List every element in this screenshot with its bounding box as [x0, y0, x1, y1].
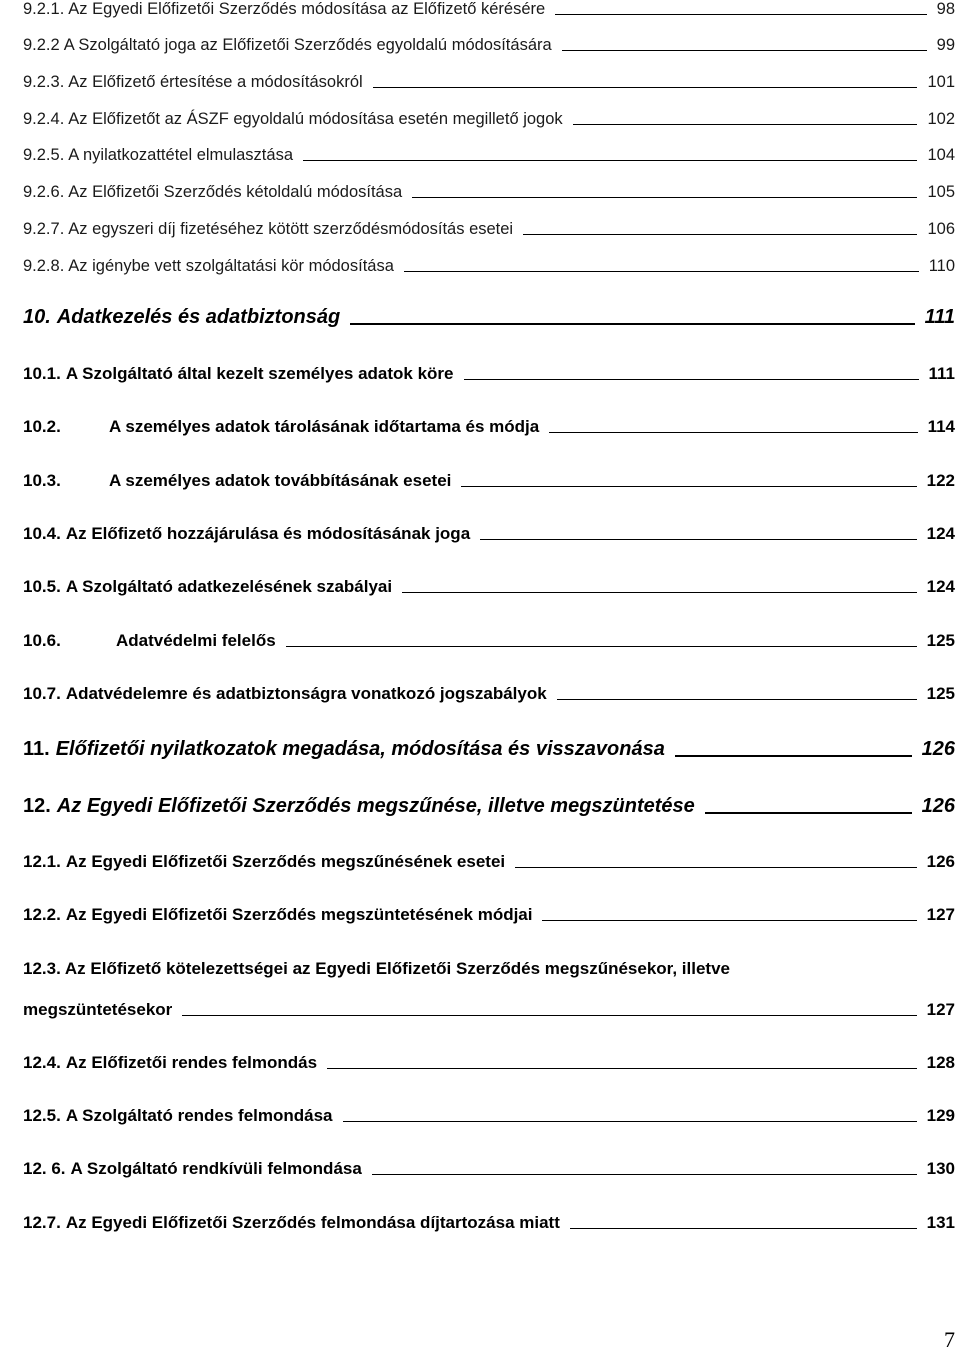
toc-entry-number: 12.	[23, 795, 51, 817]
toc-entry-number: 9.2.7.	[23, 220, 65, 238]
toc-entry-number: 9.2.2	[23, 36, 60, 54]
toc-entry-page: 126	[926, 852, 955, 871]
toc-entry-title: A Szolgáltató rendes felmondása	[65, 1106, 333, 1125]
toc-entry-page: 130	[926, 1159, 955, 1178]
toc-section-entry-continuation	[23, 1000, 955, 1020]
toc-leader-line	[402, 592, 917, 593]
toc-leader-line	[464, 379, 919, 380]
toc-entry-number: 10.2.	[23, 417, 61, 436]
toc-section-entry	[23, 577, 955, 597]
toc-entry-title: Adatvédelmi felelős	[116, 631, 276, 650]
toc-entry-page: 131	[926, 1213, 955, 1232]
toc-entry-number: 11.	[23, 738, 50, 760]
toc-entry-page: 126	[921, 795, 955, 817]
toc-entry-number: 12.1.	[23, 852, 61, 871]
toc-leader-line	[350, 323, 914, 325]
toc-entry-title: A személyes adatok tárolásának időtartama és módja	[109, 417, 540, 436]
toc-entry-page: 111	[924, 306, 955, 328]
toc-entry-page: 98	[936, 0, 955, 18]
toc-entry-number: 9.2.6.	[23, 183, 65, 201]
toc-entry	[23, 110, 955, 129]
toc-section-entry	[23, 1213, 955, 1233]
toc-entry-title: A Szolgáltató joga az Előfizetői Szerződés egyoldalú módosítására	[63, 36, 552, 54]
toc-leader-line	[480, 539, 916, 540]
toc-entry-number: 10.3.	[23, 471, 61, 490]
toc-entry-title: Az Előfizetői Szerződés kétoldalú módosítása	[68, 183, 403, 201]
toc-entry-title: Az Előfizetői rendes felmondás	[65, 1053, 318, 1072]
toc-leader-line	[182, 1015, 916, 1016]
toc-entry-number: 12. 6.	[23, 1159, 66, 1178]
toc-entry-page: 102	[927, 110, 955, 128]
toc-leader-line	[286, 646, 917, 647]
toc-leader-line	[515, 867, 917, 868]
toc-section-entry	[23, 1106, 955, 1126]
toc-leader-line	[523, 234, 917, 235]
toc-leader-line	[343, 1121, 917, 1122]
toc-section-entry	[23, 1159, 955, 1179]
toc-leader-line	[404, 271, 919, 272]
toc-entry-number: 12.5.	[23, 1106, 61, 1125]
toc-leader-line	[373, 87, 918, 88]
toc-leader-line	[303, 160, 917, 161]
toc-entry-title: A nyilatkozattétel elmulasztása	[68, 146, 293, 164]
toc-entry-title: Az Előfizető értesítése a módosításokról	[68, 73, 363, 91]
toc-entry-title: Az egyszeri díj fizetéséhez kötött szerződésmódosítás esetei	[68, 220, 514, 238]
toc-entry-title: Az Egyedi Előfizetői Szerződés megszüntetésének módjai	[65, 905, 533, 924]
toc-entry	[23, 73, 955, 92]
toc-entry-number: 10.	[23, 306, 51, 328]
toc-entry-title: Az Egyedi Előfizetői Szerződés módosítása az Előfizető kérésére	[68, 0, 546, 18]
toc-entry	[23, 220, 955, 239]
toc-leader-line	[555, 14, 926, 15]
toc-section-entry	[23, 905, 955, 925]
toc-entry-page: 126	[921, 738, 955, 760]
toc-chapter-entry	[23, 738, 955, 761]
toc-section-entry	[23, 471, 955, 491]
toc-entry-title: Az Egyedi Előfizetői Szerződés megszűnése, illetve megszüntetése	[56, 795, 695, 817]
toc-section-entry	[23, 417, 955, 437]
toc-entry-number: 12.4.	[23, 1053, 61, 1072]
toc-leader-line	[675, 755, 912, 757]
toc-entry-page: 99	[936, 36, 955, 54]
toc-entry-title: Az Előfizető hozzájárulása és módosításának joga	[65, 524, 471, 543]
toc-leader-line	[461, 486, 916, 487]
toc-entry-title: A Szolgáltató adatkezelésének szabályai	[65, 577, 393, 596]
toc-entry-title: Adatkezelés és adatbiztonság	[56, 306, 341, 328]
toc-entry-number: 12.3.	[23, 959, 61, 978]
toc-leader-line	[327, 1068, 917, 1069]
toc-entry-page: 111	[928, 364, 955, 383]
toc-leader-line	[542, 920, 916, 921]
toc-entry-page: 124	[926, 524, 955, 543]
toc-chapter-entry	[23, 306, 955, 329]
toc-entry-title: Az Előfizető kötelezettségei az Egyedi Előfizetői Szerződés megszűnésekor, illetve	[64, 959, 730, 978]
toc-entry-title: Az igénybe vett szolgáltatási kör módosítása	[68, 257, 394, 275]
toc-entry-page: 105	[927, 183, 955, 201]
toc-entry-title: Az Egyedi Előfizetői Szerződés megszűnésének esetei	[65, 852, 506, 871]
toc-section-entry	[23, 1053, 955, 1073]
toc-entry-page: 122	[926, 471, 955, 490]
toc-entry-number: 10.1.	[23, 364, 61, 383]
toc-leader-line	[562, 50, 927, 51]
toc-entry-title-continued: megszüntetésekor	[23, 1000, 173, 1019]
toc-entry-number: 10.5.	[23, 577, 61, 596]
toc-entry-title: A Szolgáltató által kezelt személyes adatok köre	[65, 364, 454, 383]
toc-leader-line	[549, 432, 917, 433]
toc-leader-line	[573, 124, 918, 125]
toc-entry	[23, 146, 955, 165]
toc-section-entry	[23, 364, 955, 384]
toc-entry-page: 128	[926, 1053, 955, 1072]
toc-entry-number: 12.2.	[23, 905, 61, 924]
toc-entry-page: 129	[926, 1106, 955, 1125]
toc-entry-number: 10.7.	[23, 684, 61, 703]
toc-entry-page: 114	[927, 417, 955, 436]
toc-chapter-entry	[23, 795, 955, 818]
toc-leader-line	[705, 812, 912, 814]
toc-leader-line	[570, 1228, 917, 1229]
toc-entry-page: 101	[927, 73, 955, 91]
toc-section-entry	[23, 852, 955, 872]
toc-entry-title: Az Egyedi Előfizetői Szerződés felmondása díjtartozása miatt	[65, 1213, 560, 1232]
toc-section-entry	[23, 684, 955, 704]
toc-entry-number: 9.2.8.	[23, 257, 65, 275]
toc-entry-title: Előfizetői nyilatkozatok megadása, módosítása és visszavonása	[55, 738, 665, 760]
toc-entry-page: 127	[926, 1000, 955, 1019]
toc-entry-number: 9.2.1.	[23, 0, 65, 18]
toc-entry-number: 9.2.4.	[23, 110, 65, 128]
toc-leader-line	[372, 1174, 917, 1175]
toc-entry-title: A személyes adatok továbbításának esetei	[109, 471, 452, 490]
toc-entry-number: 9.2.3.	[23, 73, 65, 91]
toc-entry-number: 10.6.	[23, 631, 61, 650]
toc-entry-number: 9.2.5.	[23, 146, 65, 164]
toc-entry-title: Adatvédelemre és adatbiztonságra vonatkozó jogszabályok	[65, 684, 547, 703]
toc-section-entry	[23, 524, 955, 544]
toc-entry-page: 124	[926, 577, 955, 596]
toc-leader-line	[412, 197, 917, 198]
toc-entry	[23, 183, 955, 202]
toc-leader-line	[557, 699, 917, 700]
toc-entry-page: 127	[926, 905, 955, 924]
toc-entry-page: 104	[927, 146, 955, 164]
toc-entry-number: 10.4.	[23, 524, 61, 543]
page-number: 7	[944, 1327, 955, 1352]
toc-entry-title: Az Előfizetőt az ÁSZF egyoldalú módosítása esetén megillető jogok	[68, 110, 563, 128]
toc-entry-number: 12.7.	[23, 1213, 61, 1232]
toc-section-entry-first-line	[23, 959, 730, 979]
toc-entry-page: 106	[927, 220, 955, 238]
toc-entry	[23, 36, 955, 55]
toc-section-entry	[23, 631, 955, 651]
toc-entry-page: 125	[926, 684, 955, 703]
toc-entry-page: 110	[928, 257, 955, 275]
toc-entry-page: 125	[926, 631, 955, 650]
toc-entry	[23, 257, 955, 276]
toc-entry-title: A Szolgáltató rendkívüli felmondása	[70, 1159, 362, 1178]
toc-entry	[23, 0, 955, 19]
